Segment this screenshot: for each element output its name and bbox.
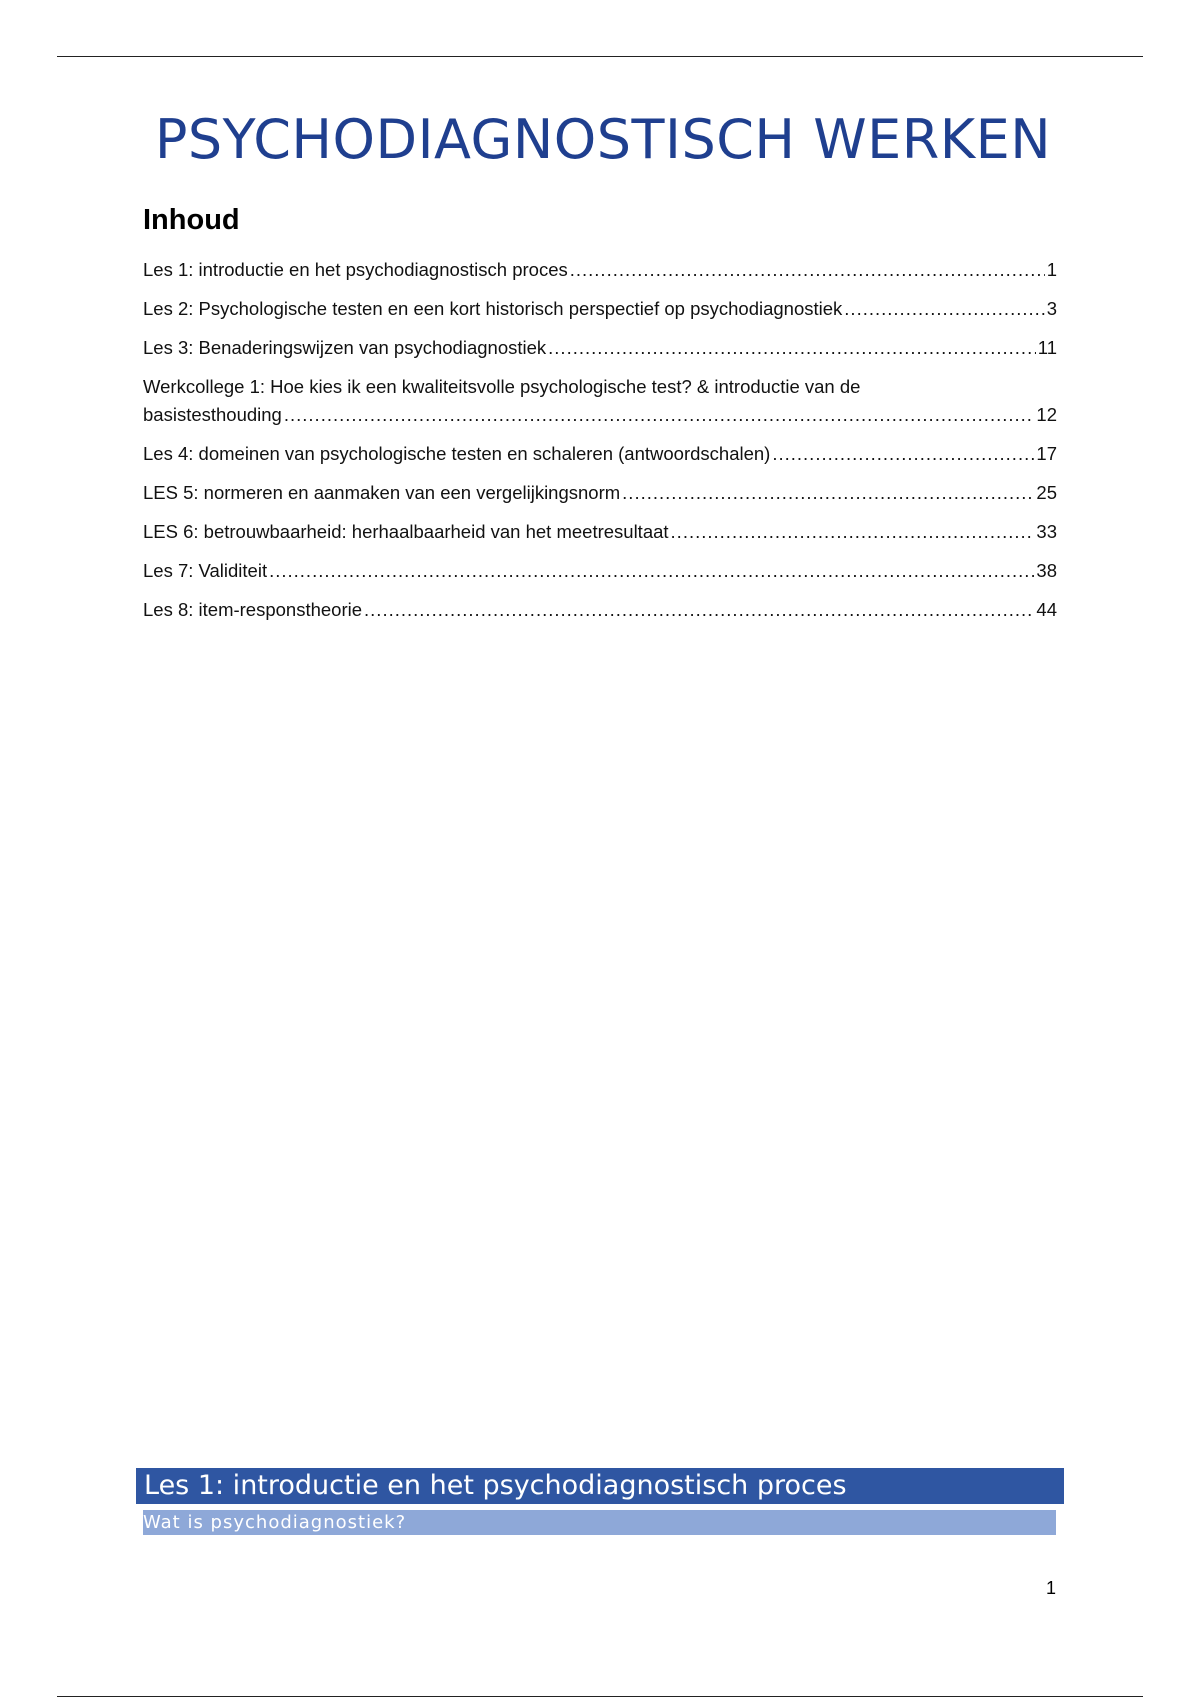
toc-leader — [622, 479, 1034, 507]
toc-entry[interactable] — [143, 334, 1057, 362]
toc-entry-page: 17 — [1036, 443, 1057, 464]
toc-entry-page: 44 — [1036, 599, 1057, 620]
toc-entry[interactable] — [143, 596, 1057, 624]
toc-entry[interactable] — [143, 518, 1057, 546]
toc-entry-page: 38 — [1036, 560, 1057, 581]
toc-entry[interactable] — [143, 256, 1057, 284]
toc-entry-label: Les 3: Benaderingswijzen van psychodiagnostiek — [143, 337, 547, 358]
toc-leader — [772, 440, 1034, 468]
bottom-rule — [57, 1696, 1143, 1697]
section-heading: Les 1: introductie en het psychodiagnostisch proces — [136, 1468, 1064, 1504]
toc-entry-page: 11 — [1037, 337, 1057, 358]
toc-leader — [844, 295, 1044, 323]
toc-entry[interactable] — [143, 557, 1057, 585]
toc-entry[interactable] — [143, 440, 1057, 468]
toc-entry-page: 1 — [1046, 259, 1057, 280]
page-number: 1 — [1045, 1578, 1056, 1598]
toc-entry[interactable] — [143, 295, 1057, 323]
toc-entry-label: Les 2: Psychologische testen en een kort historisch perspectief op psychodiagnostiek — [143, 298, 843, 319]
toc-entry-page: 3 — [1046, 298, 1057, 319]
toc-entry-label: LES 5: normeren en aanmaken van een vergelijkingsnorm — [143, 482, 621, 503]
document-title: PSYCHODIAGNOSTISCH WERKEN — [154, 108, 1052, 171]
toc-entry-label: Les 1: introductie en het psychodiagnostisch proces — [143, 259, 568, 280]
toc-entry-page: 12 — [1036, 404, 1057, 425]
toc-entry-label-line2: basistesthouding — [143, 404, 282, 425]
toc-leader — [671, 518, 1035, 546]
table-of-contents — [143, 256, 1057, 635]
toc-entry-label: Les 8: item-responstheorie — [143, 599, 363, 620]
toc-entry-label: Les 4: domeinen van psychologische testen en schaleren (antwoordschalen) — [143, 443, 771, 464]
top-rule — [57, 56, 1143, 57]
toc-heading: Inhoud — [143, 204, 240, 236]
toc-leader — [284, 401, 1035, 429]
toc-entry-page: 25 — [1036, 482, 1057, 503]
toc-entry-label-line1: Werkcollege 1: Hoe kies ik een kwaliteitsvolle psychologische test? & introductie van de — [143, 376, 861, 397]
toc-leader — [548, 334, 1036, 362]
toc-entry-page: 33 — [1036, 521, 1057, 542]
toc-entry-label: Les 7: Validiteit — [143, 560, 268, 581]
toc-entry[interactable] — [143, 479, 1057, 507]
toc-leader — [269, 557, 1034, 585]
toc-entry[interactable] — [143, 373, 1057, 429]
subsection-heading: Wat is psychodiagnostiek? — [143, 1510, 1056, 1535]
toc-entry-label: LES 6: betrouwbaarheid: herhaalbaarheid van het meetresultaat — [143, 521, 669, 542]
toc-leader — [364, 596, 1034, 624]
toc-leader — [570, 256, 1045, 284]
